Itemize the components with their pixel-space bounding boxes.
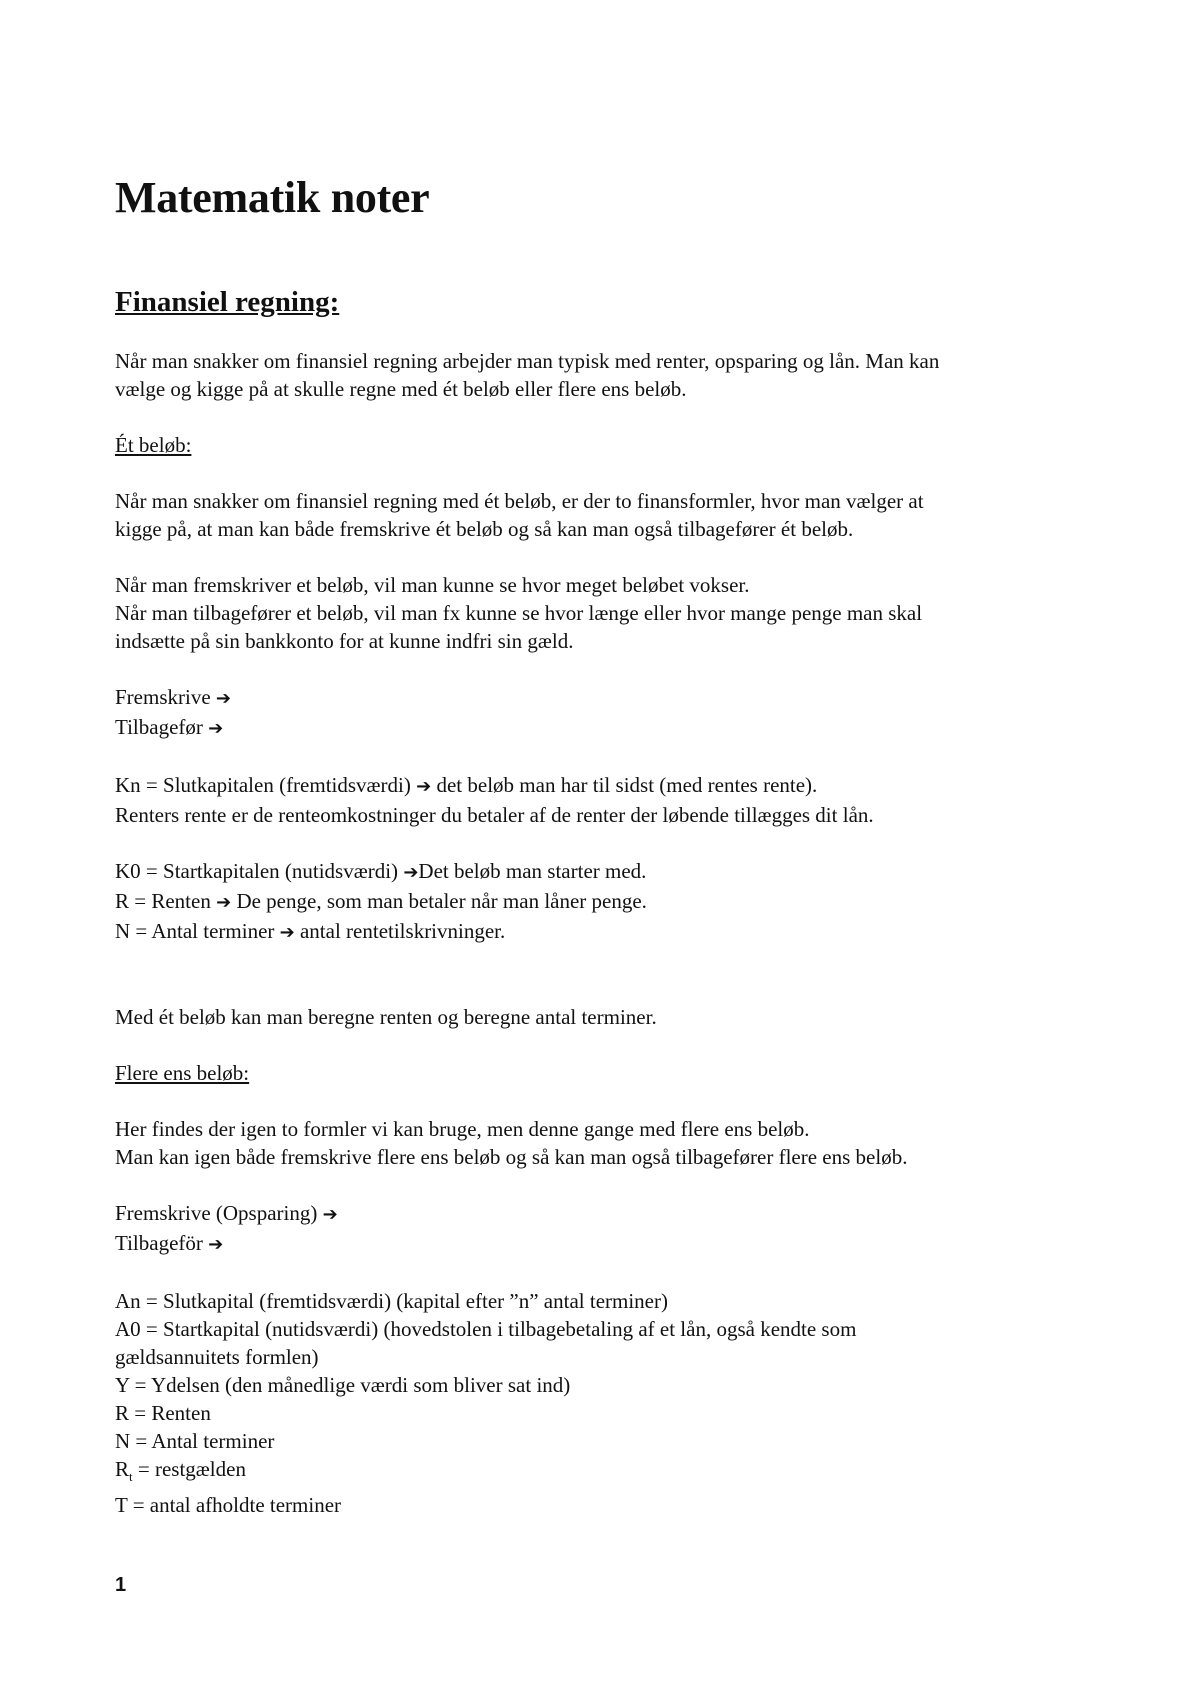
arrow-item-label: Tilbagefør xyxy=(115,715,203,739)
subheading-single-amount xyxy=(115,431,1105,459)
definition-kn xyxy=(115,771,1105,801)
definition-line: An = Slutkapital (fremtidsværdi) (kapital efter ”n” antal terminer) xyxy=(115,1289,668,1313)
definition-term: Kn = Slutkapitalen (fremtidsværdi) xyxy=(115,773,411,797)
definition-term: R = Renten xyxy=(115,889,211,913)
definition-text: De penge, som man betaler når man låner penge. xyxy=(236,889,647,913)
definition-line: N = Antal terminer xyxy=(115,1429,275,1453)
definition-line: A0 = Startkapital (nutidsværdi) (hovedstolen i tilbagebetaling af et lån, også kendte som xyxy=(115,1317,857,1341)
definition-text: = restgælden xyxy=(132,1457,246,1481)
right-arrow-icon: ➔ xyxy=(215,688,231,709)
page-number: 1 xyxy=(115,1574,127,1596)
definition-text: Det beløb man starter med. xyxy=(418,859,647,883)
definition-line: R = Renten xyxy=(115,1401,211,1425)
definition-n xyxy=(115,917,1105,947)
arrow-item-label: Tilbageför xyxy=(115,1231,203,1255)
right-arrow-icon: ➔ xyxy=(322,1204,338,1225)
arrow-item xyxy=(115,1229,1105,1259)
subheading-multiple-amounts xyxy=(115,1059,1105,1087)
right-arrow-icon: ➔ xyxy=(216,892,232,913)
section-heading: Finansiel regning: xyxy=(115,286,340,318)
definition-line: gældsannuitets formlen) xyxy=(115,1345,319,1369)
paragraph-line: Når man tilbagefører et beløb, vil man fx kunne se hvor længe eller hvor mange penge man skal xyxy=(115,601,923,625)
paragraph-line: Med ét beløb kan man beregne renten og beregne antal terminer. xyxy=(115,1005,657,1029)
definition-text: antal rentetilskrivninger. xyxy=(299,919,506,943)
paragraph-line: kigge på, at man kan både fremskrive ét beløb og så kan man også tilbagefører ét beløb. xyxy=(115,517,854,541)
arrow-item-label: Fremskrive (Opsparing) xyxy=(115,1201,318,1225)
symbol-subscript: t xyxy=(129,1469,133,1485)
paragraph-line: Når man snakker om finansiel regning arbejder man typisk med renter, opsparing og lån. Man kan xyxy=(115,349,940,373)
symbol-r: R xyxy=(115,1457,130,1481)
definition-line: T = antal afholdte terminer xyxy=(115,1493,342,1518)
document-body xyxy=(115,347,1105,1519)
paragraph-line: Når man snakker om finansiel regning med ét beløb, er der to finansformler, hvor man vælger at xyxy=(115,489,924,513)
page-title: Matematik noter xyxy=(115,173,430,222)
subheading-text: Ét beløb: xyxy=(115,433,192,457)
definition-term: N = Antal terminer xyxy=(115,919,275,943)
definition-rt xyxy=(115,1455,1105,1491)
definition-text: det beløb man har til sidst (med rentes rente). xyxy=(436,773,818,797)
right-arrow-icon: ➔ xyxy=(416,776,432,797)
subheading-text: Flere ens beløb: xyxy=(115,1061,250,1085)
paragraph-line: Når man fremskriver et beløb, vil man kunne se hvor meget beløbet vokser. xyxy=(115,573,750,597)
arrow-item-label: Fremskrive xyxy=(115,685,211,709)
right-arrow-icon: ➔ xyxy=(208,1234,224,1255)
arrow-item xyxy=(115,713,1105,743)
definition-line: Y = Ydelsen (den månedlige værdi som bliver sat ind) xyxy=(115,1373,571,1397)
paragraph-line: indsætte på sin bankkonto for at kunne indfri sin gæld. xyxy=(115,629,574,653)
paragraph-line: Man kan igen både fremskrive flere ens beløb og så kan man også tilbagefører flere ens beløb. xyxy=(115,1145,908,1169)
right-arrow-icon: ➔ xyxy=(403,862,419,883)
paragraph-line: vælge og kigge på at skulle regne med ét beløb eller flere ens beløb. xyxy=(115,377,687,401)
arrow-item xyxy=(115,1199,1105,1229)
definition-term: K0 = Startkapitalen (nutidsværdi) xyxy=(115,859,399,883)
right-arrow-icon: ➔ xyxy=(279,922,295,943)
paragraph-line: Renters rente er de renteomkostninger du betaler af de renter der løbende tillægges dit lån. xyxy=(115,803,874,827)
definition-r xyxy=(115,887,1105,917)
paragraph-line: Her findes der igen to formler vi kan bruge, men denne gange med flere ens beløb. xyxy=(115,1117,810,1141)
right-arrow-icon: ➔ xyxy=(208,718,224,739)
definition-k0 xyxy=(115,857,1105,887)
arrow-item xyxy=(115,683,1105,713)
